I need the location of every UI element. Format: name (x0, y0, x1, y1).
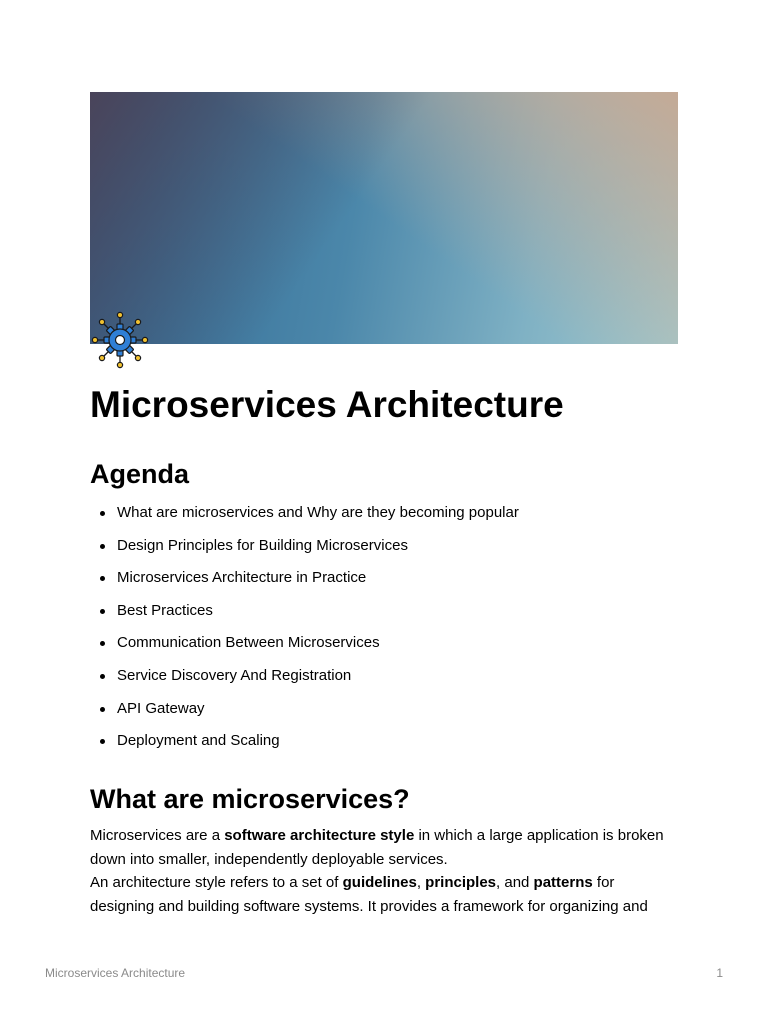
bold-term: principles (425, 874, 497, 891)
agenda-item: Microservices Architecture in Practice (90, 567, 680, 600)
agenda-item: Service Discovery And Registration (90, 665, 680, 698)
agenda-heading: Agenda (90, 459, 190, 489)
bold-term: patterns (533, 874, 593, 891)
agenda-item: API Gateway (90, 698, 680, 731)
text-run: , (416, 874, 426, 891)
text-run: An architecture style refers to a set of (90, 874, 343, 891)
text-run: in which a large application is broken down into smaller, independently deployable services. (90, 827, 664, 868)
agenda-item: Deployment and Scaling (90, 730, 680, 763)
cover-image (90, 92, 678, 344)
agenda-list (90, 502, 680, 763)
text-run: Microservices are a (90, 827, 225, 844)
text-run: for designing and building software systems. It provides a framework for organizing and (90, 874, 648, 915)
section-body (90, 824, 680, 918)
agenda-item: Best Practices (90, 600, 680, 633)
gear-network-icon (90, 310, 150, 370)
bold-term: guidelines (342, 874, 417, 891)
text-run: , and (496, 874, 534, 891)
paragraph (90, 824, 680, 871)
document-title: Microservices Architecture (90, 384, 564, 425)
footer-title: Microservices Architecture (45, 966, 186, 980)
agenda-item: What are microservices and Why are they becoming popular (90, 502, 680, 535)
page-number: 1 (716, 966, 723, 980)
agenda-item: Communication Between Microservices (90, 632, 680, 665)
agenda-item: Design Principles for Building Microservices (90, 535, 680, 568)
bold-term: software architecture style (224, 827, 415, 844)
paragraph (90, 871, 680, 918)
section-heading: What are microservices? (90, 784, 410, 814)
